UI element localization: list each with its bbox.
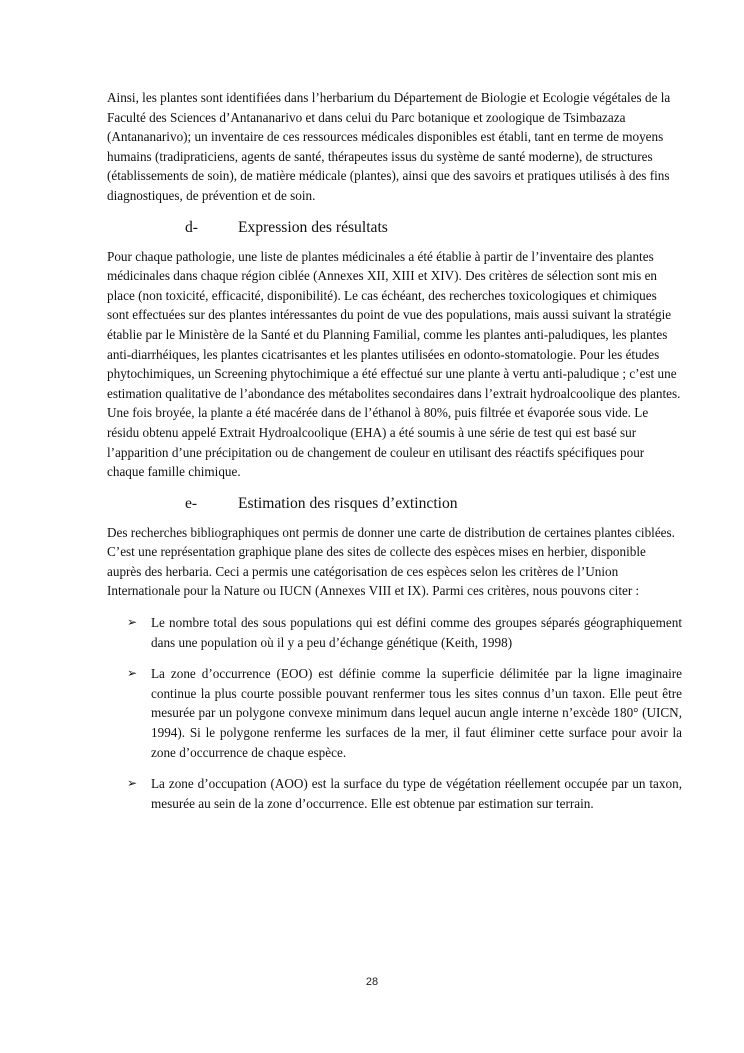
list-item <box>127 613 682 652</box>
section-e-title: Estimation des risques d’extinction <box>238 494 458 512</box>
section-e-heading <box>107 494 682 514</box>
section-d-number: d- <box>185 218 198 236</box>
section-d-heading <box>107 218 682 238</box>
section-d-body: Pour chaque pathologie, une liste de plantes médicinales a été établie à partir de l’inventaire des plantes médicinales dans chaque région ciblée (Annexes XII, XIII et XIV). Des critères de sélection sont mis en place (non toxicité, efficacité, disponibilité). Le cas échéant, des recherches toxicologiques et chimiques sont effectuées sur des plantes intéressantes du point de vue des populations, mais aussi suivant la stratégie établie par le Ministère de la Santé et du Planning Familial, comme les plantes anti-paludiques, les plantes anti-diarrhéiques, les plantes cicatrisantes et les plantes utilisées en odonto-stomatologie. Pour les études phytochimiques, un Screening phytochimique a été effectué sur une plante à vertu anti-paludique ; c’est une estimation qualitative de l’abondance des métabolites secondaires dans l’extrait hydroalcoolique des plantes. Une fois broyée, la plante a été macérée dans de l’éthanol à 80%, puis filtrée et évaporée sous vide. Le résidu obtenu appelé Extrait Hydroalcoolique (EHA) a été soumis à une série de test qui est basé sur l’apparition d’une précipitation ou de changement de couleur en utilisant des réactifs spécifiques pour chaque famille chimique. <box>107 248 681 480</box>
page-content <box>107 88 682 825</box>
criteria-list <box>107 613 682 813</box>
list-item <box>127 664 682 762</box>
list-item-text: La zone d’occupation (AOO) est la surface du type de végétation réellement occupée par un taxon, mesurée au sein de la zone d’occurrence. Elle est obtenue par estimation sur terrain. <box>151 776 682 811</box>
list-item-text: Le nombre total des sous populations qui est défini comme des groupes séparés géographiquement dans une population où il y a peu d’échange génétique (Keith, 1998) <box>151 615 682 650</box>
section-e-number: e- <box>185 494 198 512</box>
page-number: 28 <box>365 976 379 988</box>
intro-paragraph: Ainsi, les plantes sont identifiées dans l’herbarium du Département de Biologie et Ecologie végétales de la Faculté des Sciences d’Antananarivo et dans celui du Parc botanique et zoologique de Tsimbazaza (Antananarivo); un inventaire de ces ressources médicales disponibles est établi, tant en terme de moyens humains (tradipraticiens, agents de santé, thérapeutes issus du système de santé moderne), de structures (établissements de soin), de matière médicale (plantes), ainsi que des savoirs et pratiques utilisés à des fins diagnostiques, de prévention et de soin. <box>107 90 671 203</box>
arrow-bullet-icon: ➢ <box>127 666 138 681</box>
arrow-bullet-icon: ➢ <box>127 776 138 791</box>
section-d-title: Expression des résultats <box>238 218 388 236</box>
section-e-body: Des recherches bibliographiques ont permis de donner une carte de distribution de certaines plantes ciblées. C’est une représentation graphique plane des sites de collecte des espèces mises en herbier, disponible auprès des herbaria. Ceci a permis une catégorisation de ces espèces selon les critères de l’Union Internationale pour la Nature ou IUCN (Annexes VIII et IX). Parmi ces critères, nous pouvons citer : <box>107 524 675 599</box>
arrow-bullet-icon: ➢ <box>127 615 138 630</box>
list-item-text: La zone d’occurrence (EOO) est définie comme la superficie délimitée par la ligne imaginaire continue la plus courte possible pouvant renfermer tous les sites connus d’un taxon. Elle peut être mesurée par un polygone convexe minimum dans lequel aucun angle interne n’excède 180° (UICN, 1994). Si le polygone renferme les surfaces de la mer, il faut éliminer cette surface pour avoir la zone d’occurrence de chaque espèce. <box>151 666 682 760</box>
list-item <box>127 774 682 813</box>
